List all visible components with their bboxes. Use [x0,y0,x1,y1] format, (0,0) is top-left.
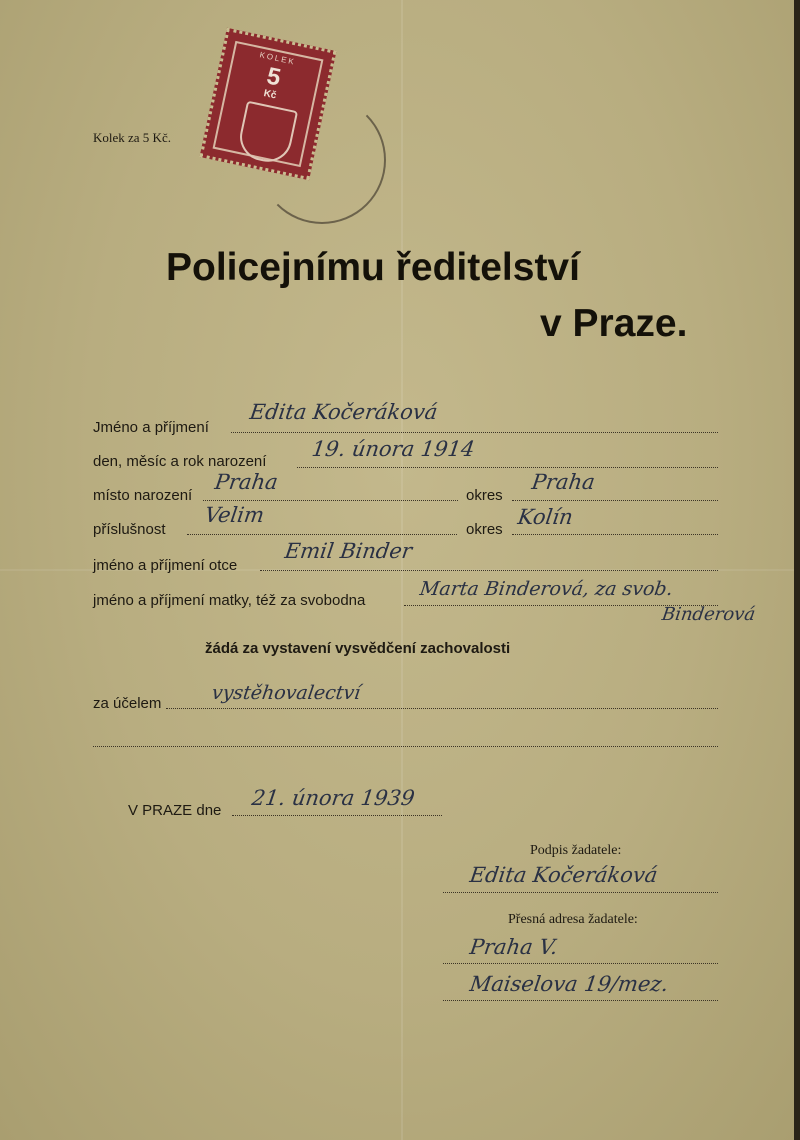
address-line-1 [443,963,718,964]
purpose-line [166,708,718,709]
dob-line [297,467,718,468]
address-label: Přesná adresa žadatele: [508,912,638,927]
father-line [260,570,718,571]
address-value-2: Maiselova 19/mez. [468,972,670,996]
domicile-district-line [512,534,718,535]
birth-district-line [512,500,718,501]
postmark-circle [258,96,386,224]
addressee-title: Policejnímu ředitelství [166,246,580,289]
dob-label: den, měsíc a rok narození [93,453,267,470]
address-line-2 [443,1000,718,1001]
birthplace-line [203,500,458,501]
name-line [231,432,718,433]
dob-value: 19. února 1914 [310,437,477,461]
signature-label: Podpis žadatele: [530,843,622,858]
name-label: Jméno a příjmení [93,419,209,436]
name-value: Edita Kočeráková [248,400,440,424]
birthplace-label: místo narození [93,487,193,504]
domicile-label: příslušnost [93,521,166,538]
mother-value: Marta Binderová, za svob. [418,578,675,600]
domicile-line [187,534,457,535]
father-label: jméno a příjmení otce [93,557,238,574]
stamp-label: Kolek za 5 Kč. [93,130,171,145]
address-value-1: Praha V. [468,935,560,959]
request-text: žádá za vystavení vysvědčení zachovalosti [205,640,511,657]
domicile-district-label: okres [466,521,503,538]
birthplace-value: Praha [213,470,280,494]
purpose-value: vystěhovalectví [210,682,362,704]
father-value: Emil Binder [283,539,414,563]
stamp-top-text: KOLEK [258,50,297,67]
domicile-district-value: Kolín [516,505,575,529]
birth-district-value: Praha [530,470,597,494]
signature-value: Edita Kočeráková [468,863,660,887]
mother-label: jméno a příjmení matky, též za svobodna [93,592,366,609]
domicile-value: Velim [203,503,266,527]
addressee-city: v Praze. [540,302,688,345]
signature-line [443,892,718,893]
date-value: 21. února 1939 [250,786,417,810]
birth-district-label: okres [466,487,503,504]
mother-value-continued: Binderová [660,604,757,625]
stamp-currency: Kč [262,87,278,102]
date-line [232,815,442,816]
purpose-label: za účelem [93,695,162,712]
purpose-extra-line [93,746,718,747]
stamp-value: 5 [264,62,284,92]
date-label: V PRAZE dne [128,802,222,819]
page-edge [794,0,800,1140]
